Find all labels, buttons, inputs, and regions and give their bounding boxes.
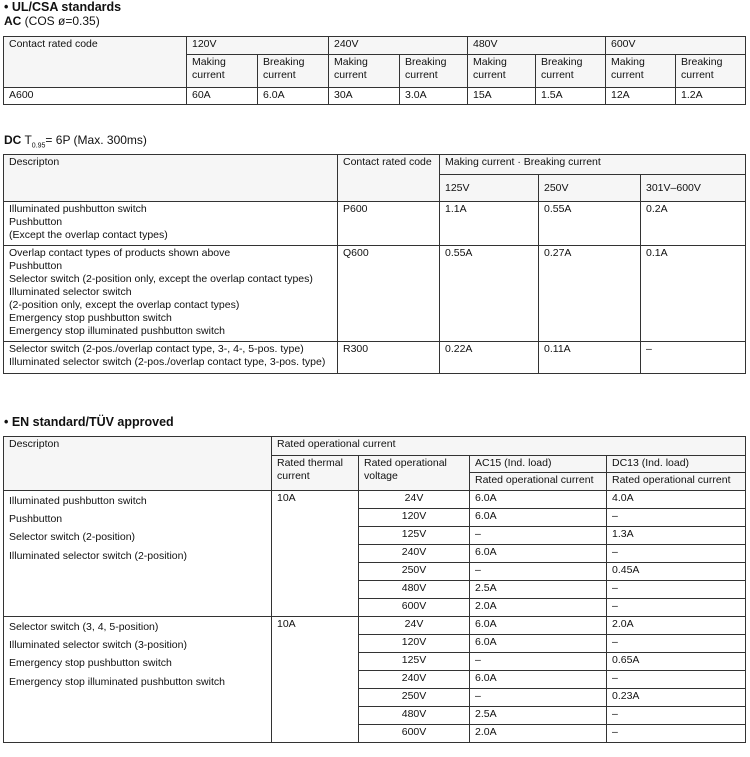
description-line: Selector switch (2-position)	[9, 531, 136, 544]
value-cell: 0.55A	[539, 202, 641, 246]
description-line: Illuminated pushbutton switch	[9, 203, 147, 215]
description-line: (2-position only, except the overlap contact types)	[9, 299, 240, 311]
description-cell	[4, 617, 272, 743]
value-cell: 15A	[468, 88, 536, 105]
en-table	[3, 436, 746, 743]
breaking-current-header: Breaking current	[258, 55, 329, 88]
ac15-cell: 6.0A	[470, 671, 607, 689]
value-cell: 0.55A	[440, 246, 539, 342]
contact-code-header: Contact rated code	[338, 155, 440, 202]
voltage-header-480: 480V	[468, 37, 606, 55]
ac15-header: AC15 (Ind. load)	[470, 456, 607, 473]
ac-heading	[4, 14, 100, 28]
voltage-cell: 240V	[359, 671, 470, 689]
contact-code-cell: P600	[338, 202, 440, 246]
value-cell: 0.2A	[641, 202, 746, 246]
voltage-cell: 125V	[359, 527, 470, 545]
ac15-cell: 6.0A	[470, 509, 607, 527]
ul-csa-table	[3, 36, 746, 105]
value-cell: 1.1A	[440, 202, 539, 246]
dc13-cell: 0.45A	[607, 563, 746, 581]
table-row	[4, 342, 746, 374]
voltage-cell: 250V	[359, 689, 470, 707]
contact-code-cell: R300	[338, 342, 440, 374]
description-line: Emergency stop pushbutton switch	[9, 657, 172, 670]
dc13-cell: 0.23A	[607, 689, 746, 707]
dc13-cell: –	[607, 599, 746, 617]
ac15-cell: –	[470, 653, 607, 671]
description-line: Illuminated pushbutton switch	[9, 495, 147, 507]
dc13-cell: 2.0A	[607, 617, 746, 635]
voltage-cell: 125V	[359, 653, 470, 671]
description-cell	[4, 202, 338, 246]
thermal-current-cell: 10A	[272, 617, 359, 743]
value-cell: 0.1A	[641, 246, 746, 342]
en-heading: • EN standard/TÜV approved	[4, 415, 174, 429]
voltage-cell: 480V	[359, 581, 470, 599]
ac15-cell: 6.0A	[470, 617, 607, 635]
voltage-cell: 24V	[359, 617, 470, 635]
dc13-cell: –	[607, 545, 746, 563]
contact-code-cell: Q600	[338, 246, 440, 342]
voltage-cell: 600V	[359, 599, 470, 617]
voltage-cell: 120V	[359, 509, 470, 527]
voltage-cell: 480V	[359, 707, 470, 725]
making-current-header: Making current	[468, 55, 536, 88]
contact-code-cell: A600	[4, 88, 187, 105]
ac15-cell: 6.0A	[470, 545, 607, 563]
voltage-header-125: 125V	[440, 175, 539, 202]
ac15-cell: –	[470, 563, 607, 581]
voltage-header-301-600: 301V–600V	[641, 175, 746, 202]
table-row	[4, 491, 746, 509]
description-line: (Except the overlap contact types)	[9, 229, 168, 241]
ac-heading-bold: AC	[4, 14, 22, 28]
voltage-cell: 240V	[359, 545, 470, 563]
description-cell	[4, 491, 272, 617]
description-header: Descripton	[4, 155, 338, 202]
making-current-header: Making current	[187, 55, 258, 88]
dc13-subheader: Rated operational current	[607, 473, 746, 491]
op-voltage-header: Rated operational voltage	[359, 456, 470, 491]
dc13-cell: –	[607, 671, 746, 689]
description-header: Descripton	[4, 437, 272, 491]
dc13-cell: 4.0A	[607, 491, 746, 509]
value-cell: 1.5A	[536, 88, 606, 105]
dc13-header: DC13 (Ind. load)	[607, 456, 746, 473]
dc13-cell: –	[607, 509, 746, 527]
dc13-cell: 0.65A	[607, 653, 746, 671]
description-line: Emergency stop pushbutton switch	[9, 312, 172, 324]
description-cell	[4, 246, 338, 342]
ac15-cell: 2.0A	[470, 725, 607, 743]
value-cell: 60A	[187, 88, 258, 105]
voltage-header-120: 120V	[187, 37, 329, 55]
value-cell: 0.11A	[539, 342, 641, 374]
ac15-cell: 2.5A	[470, 581, 607, 599]
value-cell: 0.22A	[440, 342, 539, 374]
making-current-header: Making current	[329, 55, 400, 88]
description-cell	[4, 342, 338, 374]
table-row	[4, 246, 746, 342]
making-current-header: Making current	[606, 55, 676, 88]
description-line: Selector switch (2-position only, except the overlap contact types)	[9, 273, 313, 285]
ul-csa-heading: • UL/CSA standards	[4, 0, 122, 14]
description-line: Illuminated selector switch	[9, 286, 132, 298]
description-line: Illuminated selector switch (3-position)	[9, 639, 187, 652]
breaking-current-header: Breaking current	[676, 55, 746, 88]
description-line: Emergency stop illuminated pushbutton switch	[9, 325, 225, 337]
ac15-cell: –	[470, 689, 607, 707]
dc-heading-bold: DC	[4, 133, 22, 147]
description-line: Emergency stop illuminated pushbutton switch	[9, 675, 225, 688]
making-breaking-header: Making current · Breaking current	[440, 155, 746, 175]
voltage-cell: 250V	[359, 563, 470, 581]
voltage-cell: 24V	[359, 491, 470, 509]
rated-op-current-header: Rated operational current	[272, 437, 746, 456]
description-line: Pushbutton	[9, 513, 63, 526]
breaking-current-header: Breaking current	[400, 55, 468, 88]
ac15-cell: 2.0A	[470, 599, 607, 617]
value-cell: 6.0A	[258, 88, 329, 105]
dc-heading-t: T	[21, 133, 32, 147]
ac15-cell: –	[470, 527, 607, 545]
voltage-header-240: 240V	[329, 37, 468, 55]
dc13-cell: –	[607, 635, 746, 653]
value-cell: 0.27A	[539, 246, 641, 342]
dc13-cell: –	[607, 581, 746, 599]
ac15-cell: 2.5A	[470, 707, 607, 725]
description-line: Selector switch (2-pos./overlap contact type, 3-, 4-, 5-pos. type)	[9, 343, 304, 355]
description-line: Selector switch (3, 4, 5-position)	[9, 621, 159, 633]
table-row	[4, 617, 746, 635]
description-line: Pushbutton	[9, 260, 63, 272]
dc-heading-rest: = 6P (Max. 300ms)	[45, 133, 147, 147]
value-cell: 1.2A	[676, 88, 746, 105]
description-line: Pushbutton	[9, 216, 63, 228]
dc-heading-sub: 0.95	[31, 142, 46, 150]
value-cell: –	[641, 342, 746, 374]
value-cell: 3.0A	[400, 88, 468, 105]
value-cell: 12A	[606, 88, 676, 105]
dc13-cell: –	[607, 707, 746, 725]
voltage-cell: 600V	[359, 725, 470, 743]
value-cell: 30A	[329, 88, 400, 105]
description-line: Illuminated selector switch (2-pos./overlap contact type, 3-pos. type)	[9, 356, 326, 368]
dc13-cell: 1.3A	[607, 527, 746, 545]
description-line: Illuminated selector switch (2-position)	[9, 549, 187, 562]
thermal-current-header: Rated thermal current	[272, 456, 359, 491]
ac15-cell: 6.0A	[470, 635, 607, 653]
dc13-cell: –	[607, 725, 746, 743]
voltage-header-600: 600V	[606, 37, 746, 55]
breaking-current-header: Breaking current	[536, 55, 606, 88]
ac-heading-rest: (COS ø=0.35)	[21, 14, 100, 28]
dc-table	[3, 154, 746, 374]
ac15-subheader: Rated operational current	[470, 473, 607, 491]
voltage-cell: 120V	[359, 635, 470, 653]
dc-heading	[4, 133, 147, 149]
voltage-header-250: 250V	[539, 175, 641, 202]
thermal-current-cell: 10A	[272, 491, 359, 617]
table-row	[4, 202, 746, 246]
table-row	[4, 88, 746, 105]
description-line: Overlap contact types of products shown above	[9, 247, 231, 259]
contact-code-header: Contact rated code	[4, 37, 187, 88]
ac15-cell: 6.0A	[470, 491, 607, 509]
